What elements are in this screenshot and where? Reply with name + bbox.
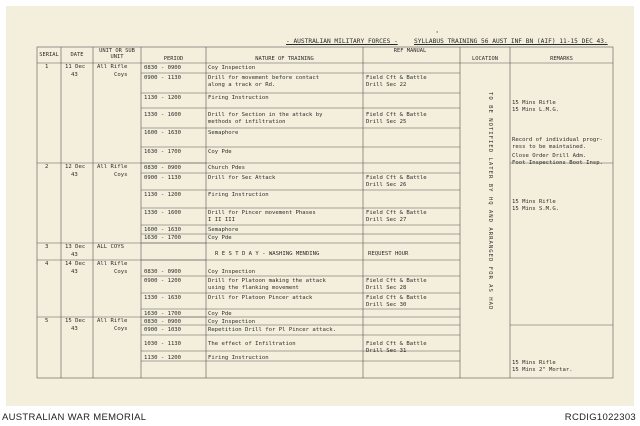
remark-rifle-lmg-2: 15 Mins L.M.G. (512, 107, 560, 113)
header-nature: NATURE OF TRAINING (255, 56, 314, 62)
row-ref-section: Drill Sec 30 (366, 302, 407, 308)
row-nature: Coy Pde (208, 311, 232, 317)
row-ref-section: Drill Sec 22 (366, 82, 407, 88)
row-ref-manual: Field Cft & Battle (366, 210, 427, 216)
footer-record-id: RCDIG1022303 (564, 412, 636, 423)
header-location: LOCATION (472, 56, 498, 62)
row-nature: Church Pdes (208, 165, 246, 171)
header-period: PERIOD (163, 56, 184, 62)
row-nature-cont: methods of infiltration (208, 119, 286, 125)
row-nature: Semaphore (208, 227, 239, 233)
row-period: 1130 - 1200 (144, 355, 182, 361)
serial-number: 2 (45, 164, 49, 170)
remark-drill-2: Foot Inspections Boot Insp. (512, 160, 603, 166)
row-ref-section: Drill Sec 28 (366, 285, 407, 291)
row-nature: Firing Instruction (208, 95, 269, 101)
row-ref-section: Drill Sec 27 (366, 217, 407, 223)
day-unit: All Rifle (97, 64, 128, 70)
row-period: 1330 - 1600 (144, 112, 182, 118)
day-year: 43 (71, 172, 78, 178)
day-unit: All Rifle (97, 318, 128, 324)
row-period: 1600 - 1630 (144, 130, 182, 136)
row-ref-section: Drill Sec 26 (366, 182, 407, 188)
day-date: 15 Dec (65, 318, 86, 324)
row-nature: Coy Inspection (208, 269, 256, 275)
serial-number: 5 (45, 318, 49, 324)
header-serial: SERIAL (39, 52, 59, 58)
day-year: 43 (71, 269, 78, 275)
row-nature: Coy Pde (208, 149, 232, 155)
row-ref-manual: Field Cft & Battle (366, 295, 427, 301)
row-period: 0900 - 1130 (144, 175, 182, 181)
row-nature: Semaphore (208, 130, 239, 136)
row-period: 1330 - 1630 (144, 295, 182, 301)
serial-number: 1 (45, 64, 49, 70)
document-title: - AUSTRALIAN MILITARY FORCES - (286, 38, 398, 45)
row-period: 1600 - 1630 (144, 227, 182, 233)
row-period: 1630 - 1700 (144, 311, 182, 317)
row-period: 0830 - 0900 (144, 165, 182, 171)
row-ref-manual: Field Cft & Battle (366, 341, 427, 347)
row-ref-manual: Field Cft & Battle (366, 112, 427, 118)
row-nature-cont: using the flanking movement (208, 285, 299, 291)
row-period: 0900 - 1130 (144, 75, 182, 81)
row-nature: Firing Instruction (208, 192, 269, 198)
rest-day-text: R E S T D A Y - WASHING MENDING (215, 251, 320, 257)
day-year: 43 (71, 72, 78, 78)
row-period: 0830 - 0900 (144, 65, 182, 71)
day-date: 13 Dec (65, 244, 86, 250)
row-period: 0900 - 1200 (144, 278, 182, 284)
remark-progress-2: ress to be maintained. (512, 144, 587, 150)
remark-rifle-mortar-1: 15 Mins Rifle (512, 360, 556, 366)
remark-progress-1: Record of individual progr- (512, 137, 603, 143)
row-ref-manual: Field Cft & Battle (366, 175, 427, 181)
remark-rifle-lmg-1: 15 Mins Rifle (512, 100, 556, 106)
row-nature: Drill for Platoon making the attack (208, 278, 326, 284)
row-period: 1630 - 1700 (144, 149, 182, 155)
row-nature: Coy Pde (208, 235, 232, 241)
row-nature: Coy Inspection (208, 65, 256, 71)
row-nature: Drill for Platoon Pincer attack (208, 295, 313, 301)
row-nature: Drill for movement before contact (208, 75, 320, 81)
rest-day-ref: REQUEST HOUR (368, 251, 409, 257)
footer-source: AUSTRALIAN WAR MEMORIAL (2, 412, 147, 423)
day-unit: All Rifle (97, 164, 128, 170)
row-period: 1330 - 1600 (144, 210, 182, 216)
header-ref: REF MANUAL (393, 48, 427, 54)
header-remarks: REMARKS (550, 56, 573, 62)
day-date: 12 Dec (65, 164, 86, 170)
location-note: TO BE NOTIFIED LATER BY HQ AND ARRANGED FOR AS HAD (487, 92, 493, 311)
row-nature: Drill for Sec Attack (208, 175, 276, 181)
row-nature: Repetition Drill for Pl Pincer attack. (208, 327, 336, 333)
remark-drill-1: Close Order Drill Adm. (512, 153, 587, 159)
serial-number: 3 (45, 244, 49, 250)
row-nature: Coy Inspection (208, 319, 256, 325)
row-period: 1030 - 1130 (144, 341, 182, 347)
row-ref-manual: Field Cft & Battle (366, 75, 427, 81)
remark-rifle-smg-2: 15 Mins S.M.G. (512, 206, 560, 212)
row-period: 1630 - 1700 (144, 235, 182, 241)
row-ref-section: Drill Sec 25 (366, 119, 407, 125)
day-date: 11 Dec (65, 64, 86, 70)
row-nature: The effect of Infiltration (208, 341, 296, 347)
row-period: 0830 - 0900 (144, 269, 182, 275)
day-unit-sub: Coys (114, 326, 128, 332)
day-date: 14 Dec (65, 261, 86, 267)
serial-number: 4 (45, 261, 49, 267)
day-unit-sub: Coys (114, 72, 128, 78)
header-unit: UNIT OR SUB UNIT (99, 48, 135, 60)
row-period: 1130 - 1200 (144, 95, 182, 101)
remark-rifle-smg-1: 15 Mins Rifle (512, 199, 556, 205)
row-period: 0900 - 1030 (144, 327, 182, 333)
day-unit-sub: Coys (114, 172, 128, 178)
day-year: 43 (71, 252, 78, 258)
row-nature: Firing Instruction (208, 355, 269, 361)
row-nature: Drill for Section in the attack by (208, 112, 323, 118)
row-ref-section: Drill Sec 31 (366, 348, 407, 354)
row-nature-cont: along a track or Rd. (208, 82, 276, 88)
row-period: 0830 - 0900 (144, 319, 182, 325)
day-unit: All Rifle (97, 261, 128, 267)
document-subtitle: SYLLABUS TRAINING 56 AUST INF BN (AIF) 11-15 DEC 43. (414, 38, 608, 45)
day-unit-sub: Coys (114, 269, 128, 275)
row-nature: Drill for Pincer movement Phases (208, 210, 316, 216)
ink-mark: ' (435, 30, 440, 38)
row-ref-manual: Field Cft & Battle (366, 278, 427, 284)
row-nature-cont: I II III (208, 217, 235, 223)
remark-rifle-mortar-2: 15 Mins 2" Mortar. (512, 367, 573, 373)
header-date: DATE (70, 52, 84, 58)
row-period: 1130 - 1200 (144, 192, 182, 198)
day-year: 43 (71, 326, 78, 332)
day-unit: ALL COYS (97, 244, 124, 250)
